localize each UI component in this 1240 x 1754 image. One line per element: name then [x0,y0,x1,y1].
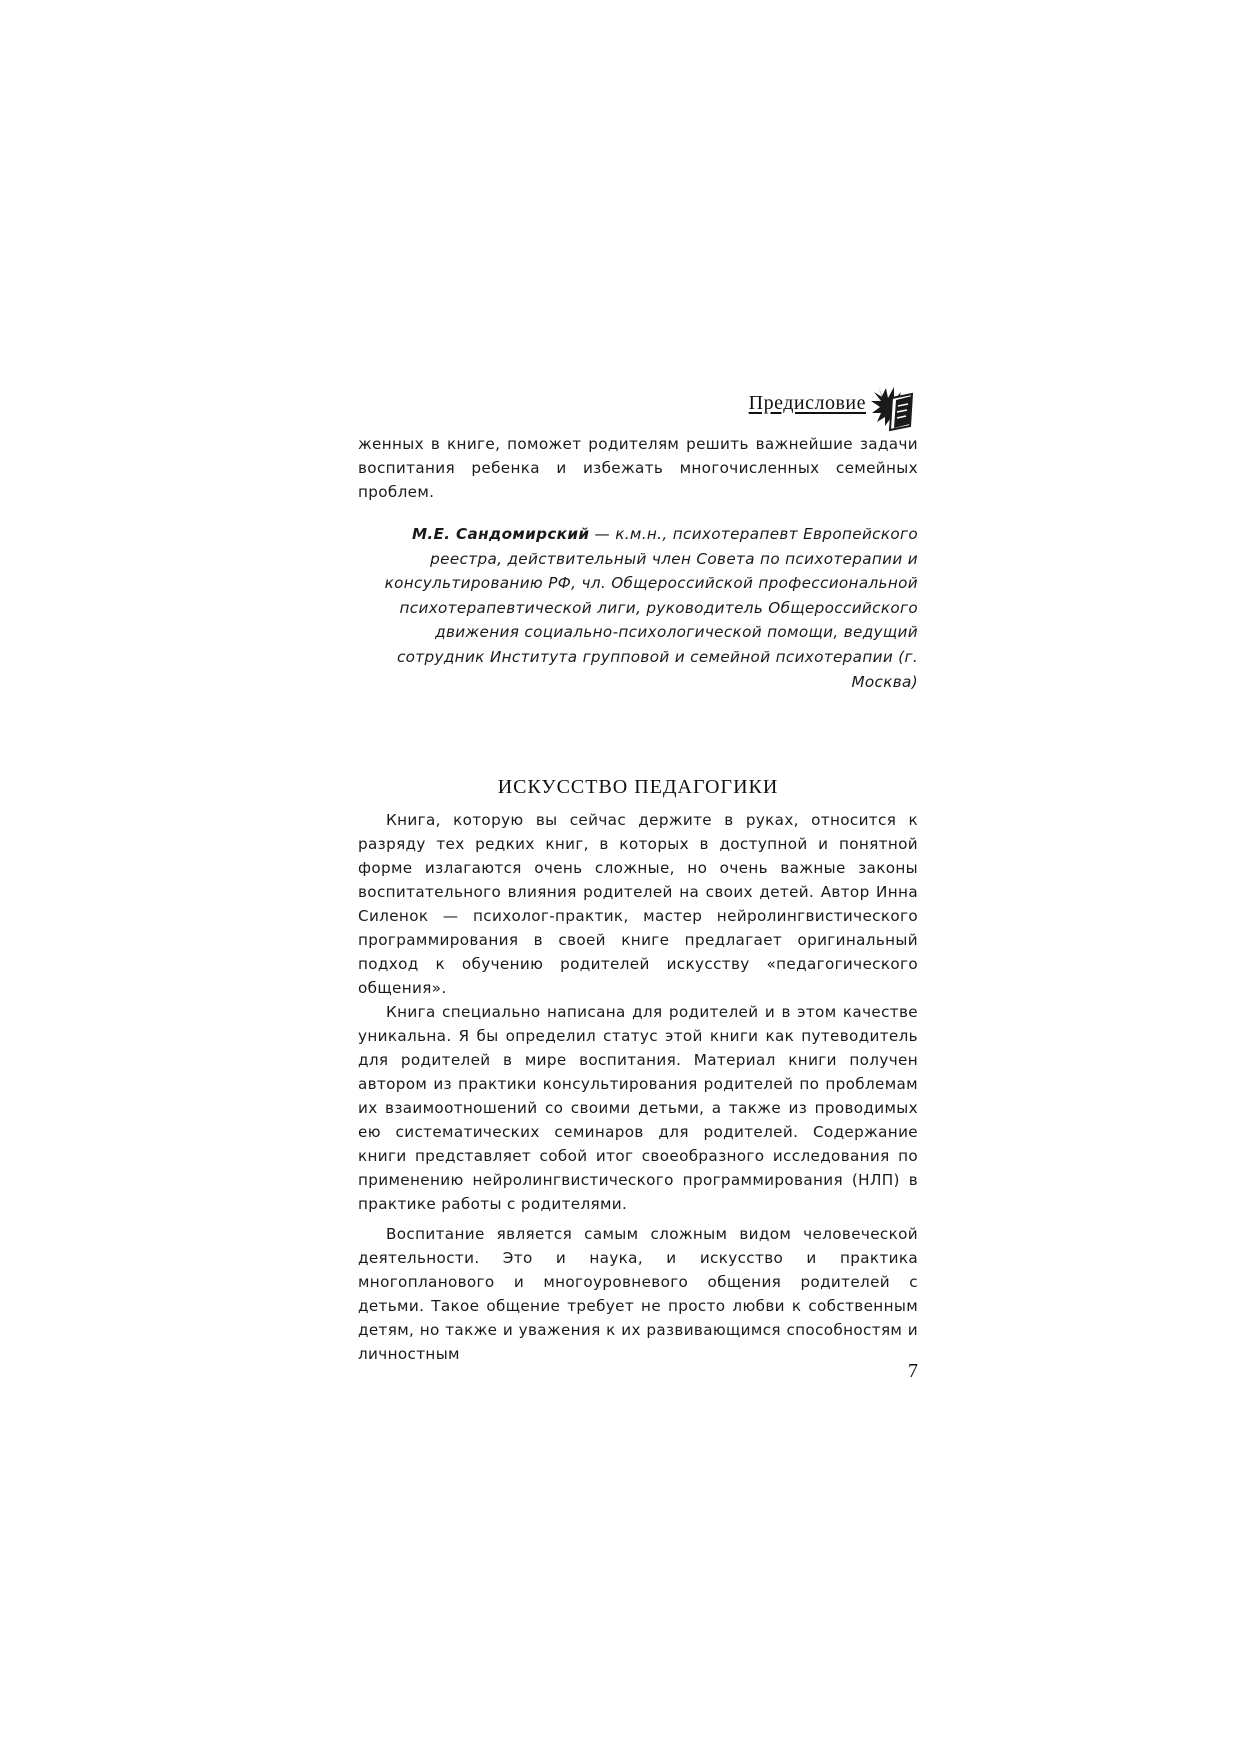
book-icon [868,384,918,432]
signature-block [380,522,918,694]
running-head: Предисловие [748,392,866,414]
page-header [600,384,918,432]
body-paragraph: Книга, которую вы сейчас держите в руках, относится к разряду тех редких книг, в которых в доступной и понятной форме излагаются очень сложные, но очень важные законы воспитательного влияния родителей на своих детей. Автор Инна Силенок — психолог-практик, мастер нейролингвистического программирования в своей книге предлагает оригинальный подход к обучению родителей искусству «педагогического общения». [358,811,918,997]
intro-text-block [358,432,918,504]
section-title: ИСКУССТВО ПЕДАГОГИКИ [497,776,779,798]
body-paragraph: Воспитание является самым сложным видом человеческой деятельности. Это и наука, и искусство и практика многопланового и многоуровневого общения родителей с детьми. Такое общение требует не просто любви к собственным детям, но также и уважения к их развивающимся способностям и личностным [358,1225,918,1363]
signature-credentials: — к.м.н., психотерапевт Европейского реестра, действительный член Совета по психотерапии и консультированию РФ, чл. Общероссийской профессиональной психотерапевтической лиги, руководитель Общероссийского движения социально-психологической помощи, ведущий сотрудник Института групповой и семейной психотерапии (г. Москва) [384,525,918,691]
page-number: 7 [908,1360,918,1382]
body-paragraph: Книга специально написана для родителей и в этом качестве уникальна. Я бы определил статус этой книги как путеводитель для родителей в мире воспитания. Материал книги получен автором из практики консультирования родителей по проблемам их взаимоотношений со своими детьми, а также из проводимых ею систематических семинаров для родителей. Содержание книги представляет собой итог своеобразного исследования по применению нейролингвистического программирования (НЛП) в практике работы с родителями. [358,1003,918,1213]
intro-paragraph: женных в книге, поможет родителям решить важнейшие задачи воспитания ребенка и избежать многочисленных семейных проблем. [358,435,918,501]
signature-name: М.Е. Сандомирский [411,525,590,543]
section-body [358,808,918,1366]
